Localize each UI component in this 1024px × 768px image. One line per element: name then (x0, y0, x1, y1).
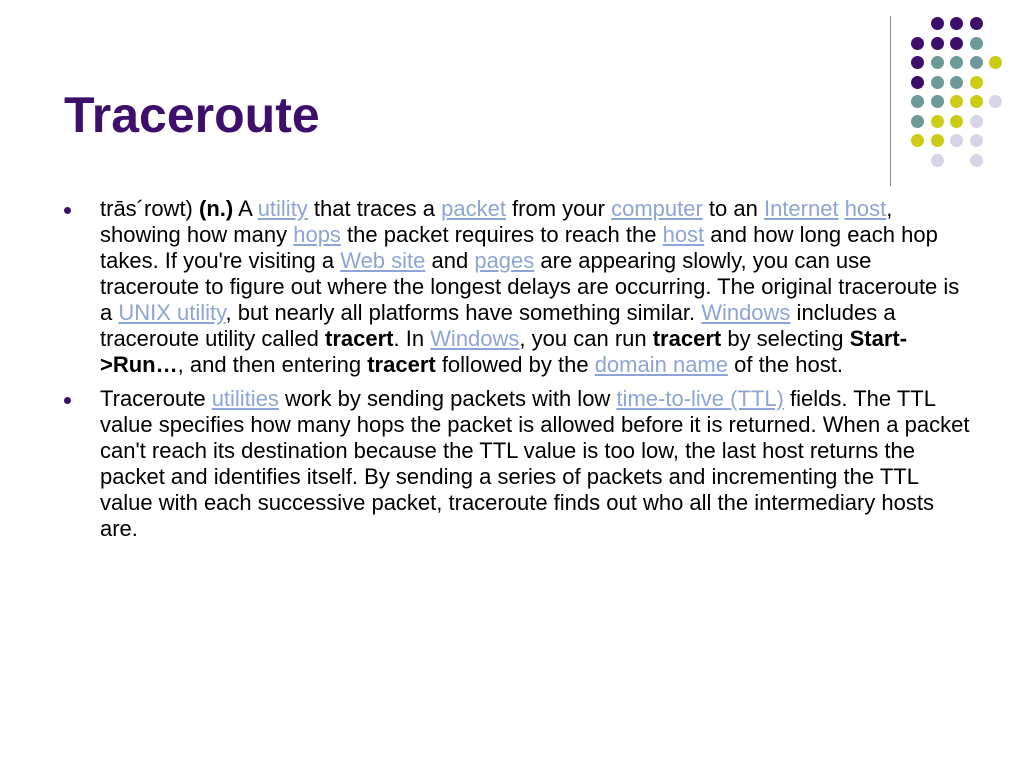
decorative-dot (911, 76, 924, 89)
bold-text: tracert (325, 326, 394, 351)
decorative-dot (911, 56, 924, 69)
decorative-dot (950, 76, 963, 89)
decorative-dot (970, 95, 983, 108)
decorative-dot (970, 154, 983, 167)
title-divider (890, 16, 891, 186)
decorative-dot (931, 115, 944, 128)
decorative-dot (970, 56, 983, 69)
text-run: . In (393, 326, 431, 351)
text-run: that traces a (307, 196, 442, 221)
decorative-dot (950, 37, 963, 50)
bullet-icon (64, 397, 71, 404)
link-hops[interactable]: hops (293, 222, 341, 247)
link-utility[interactable]: utility (257, 196, 308, 221)
slide-body (100, 196, 970, 550)
link-web-site[interactable]: Web site (340, 248, 426, 273)
decorative-dot (950, 56, 963, 69)
link-time-to-live[interactable]: time-to-live (TTL) (616, 386, 784, 411)
link-windows[interactable]: Windows (701, 300, 791, 325)
decorative-dot (989, 56, 1002, 69)
text-run: from your (505, 196, 612, 221)
decorative-dot (970, 17, 983, 30)
decorative-dot (970, 37, 983, 50)
bullet-icon (64, 207, 71, 214)
text-run: , and then entering (177, 352, 368, 377)
decorative-dot (950, 115, 963, 128)
decorative-dot (931, 17, 944, 30)
text-run: are appearing slowly, you can use traceroute to figure out where the longest delays are occurring. The original traceroute is a (100, 248, 960, 325)
link-domain-name[interactable]: domain name (594, 352, 728, 377)
decorative-dot (970, 115, 983, 128)
text-run: work by sending packets with low (278, 386, 617, 411)
decorative-dot (950, 134, 963, 147)
text-run: by selecting (721, 326, 850, 351)
decorative-dot (931, 76, 944, 89)
decorative-dot (911, 37, 924, 50)
link-host-2[interactable]: host (662, 222, 705, 247)
link-computer[interactable]: computer (611, 196, 703, 221)
decorative-dot (911, 95, 924, 108)
text-run: followed by the (435, 352, 595, 377)
text-run: , but nearly all platforms have something similar. (225, 300, 702, 325)
bullet-item-definition (100, 196, 970, 378)
text-run: A (233, 196, 258, 221)
text-run: of the host. (728, 352, 843, 377)
decorative-dot (931, 95, 944, 108)
link-host[interactable]: host (844, 196, 887, 221)
bold-text: (n.) (199, 196, 234, 221)
bold-text: tracert (367, 352, 436, 377)
decorative-dot (911, 115, 924, 128)
text-run: , you can run (519, 326, 653, 351)
slide-title: Traceroute (64, 87, 320, 143)
link-unix-utility[interactable]: UNIX utility (118, 300, 226, 325)
text-run: to an (702, 196, 764, 221)
decorative-dot (931, 37, 944, 50)
text-run: and (425, 248, 475, 273)
bold-text: tracert (652, 326, 722, 351)
text-run: Traceroute (100, 386, 212, 411)
decorative-dot (911, 134, 924, 147)
decorative-dot (970, 134, 983, 147)
decorative-dot (931, 56, 944, 69)
decorative-dot (970, 76, 983, 89)
decorative-dot (989, 95, 1002, 108)
decorative-dot (931, 154, 944, 167)
text-run: , showing how many (100, 196, 893, 247)
link-pages[interactable]: pages (474, 248, 535, 273)
text-run: the packet requires to reach the (340, 222, 663, 247)
text-run: and how long each hop takes. If you're visiting a (100, 222, 938, 273)
link-internet[interactable]: Internet (763, 196, 839, 221)
link-packet[interactable]: packet (441, 196, 506, 221)
link-windows-2[interactable]: Windows (430, 326, 520, 351)
bold-text: Start->Run… (100, 326, 908, 377)
bullet-item-how-it-works (100, 386, 970, 542)
decorative-dot (950, 17, 963, 30)
text-run: includes a traceroute utility called (100, 300, 896, 351)
text-run: fields. The TTL value specifies how many hops the packet is allowed before it is returned. When a packet can't reach its destination because the TTL value is too low, the last host returns the packet and identifies itself. By sending a series of packets and incrementing the TTL value with each successive packet, traceroute finds out who all the intermediary hosts are. (100, 386, 970, 541)
link-utilities[interactable]: utilities (211, 386, 279, 411)
decorative-dot (931, 134, 944, 147)
decorative-dot (950, 95, 963, 108)
text-run: trās´rowt) (100, 196, 199, 221)
